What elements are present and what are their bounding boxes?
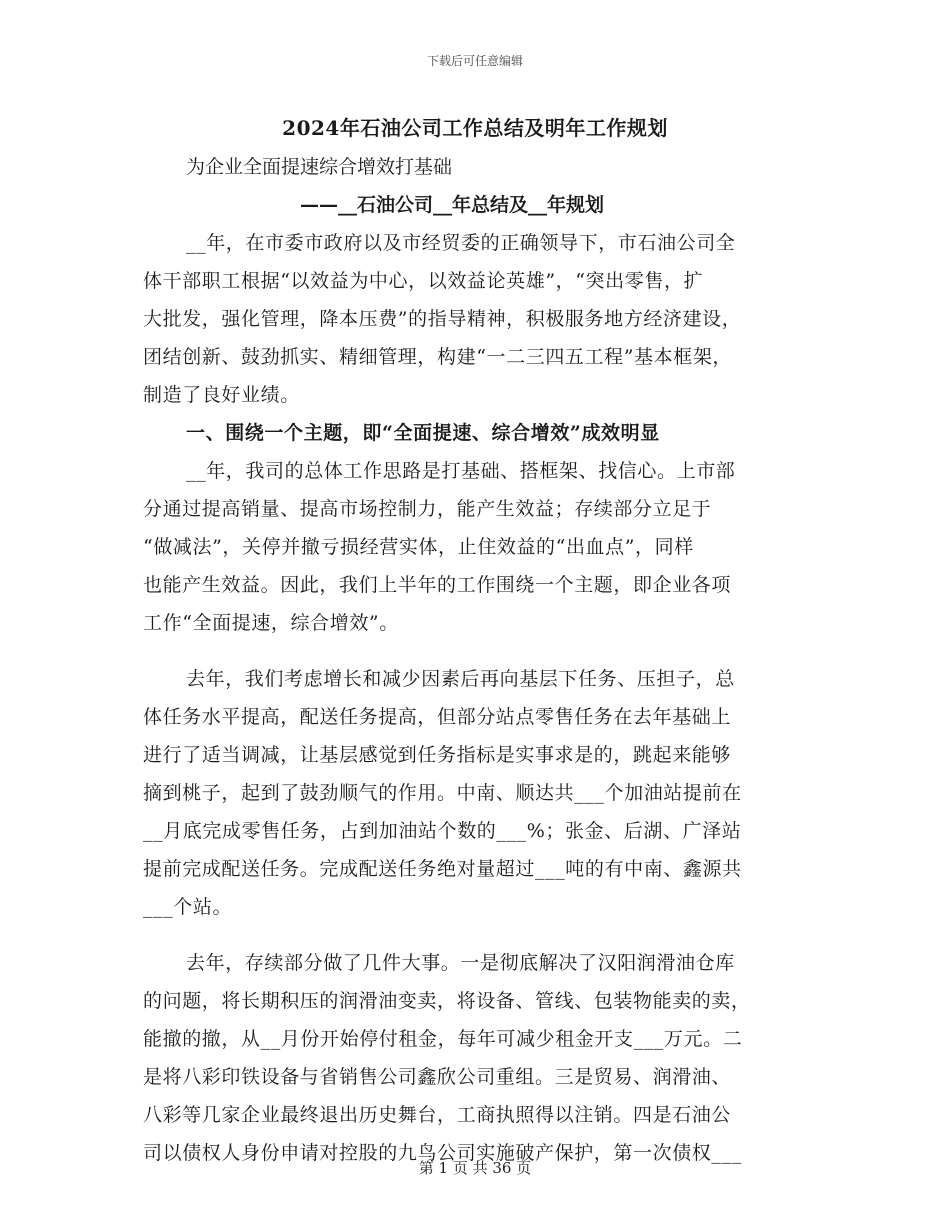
body-line: __月底完成零售任务，占到加油站个数的___%；张金、后湖、广泽站 — [143, 820, 742, 842]
document-subtitle-2: ——__石油公司__年总结及__年规划 — [300, 194, 605, 216]
body-line: 团结创新、鼓劲抓实、精细管理，构建“一二三四五工程”基本框架， — [143, 346, 733, 368]
body-line: 进行了适当调减，让基层感觉到任务指标是实事求是的，跳起来能够 — [143, 744, 732, 766]
body-line: 司以债权人身份申请对控股的九鸟公司实施破产保护，第一次债权___ — [143, 1142, 742, 1164]
body-line: ___个站。 — [143, 896, 233, 918]
body-line: __年，我司的总体工作思路是打基础、搭框架、找信心。上市部 — [186, 460, 736, 482]
body-line: 工作“全面提速，综合增效”。 — [143, 612, 399, 634]
body-line: __年，在市委市政府以及市经贸委的正确领导下，市石油公司全 — [186, 232, 736, 254]
body-line: 是将八彩印铁设备与省销售公司鑫欣公司重组。三是贸易、润滑油、 — [143, 1066, 732, 1088]
body-line: 提前完成配送任务。完成配送任务绝对量超过___吨的有中南、鑫源共 — [143, 858, 742, 880]
body-line: “做减法”，关停并撤亏损经营实体，止住效益的“出血点”，同样 — [143, 536, 694, 558]
body-line: 去年，我们考虑增长和减少因素后再向基层下任务、压担子，总 — [186, 668, 735, 690]
document-title: 2024年石油公司工作总结及明年工作规划 — [282, 116, 668, 140]
body-line: 体干部职工根据“以效益为中心，以效益论英雄”，“突出零售，扩 — [143, 270, 704, 292]
body-line: 八彩等几家企业最终退出历史舞台，工商执照得以注销。四是石油公 — [143, 1104, 732, 1126]
body-line: 能撤的撤，从__月份开始停付租金，每年可减少租金开支___万元。二 — [143, 1028, 743, 1050]
body-line: 大批发，强化管理，降本压费”的指导精神，积极服务地方经济建设， — [143, 308, 742, 330]
page-number: 第 1 页 共 36 页 — [418, 1159, 532, 1177]
body-line: 分通过提高销量、提高市场控制力，能产生效益；存续部分立足于 — [143, 498, 712, 520]
body-line: 去年，存续部分做了几件大事。一是彻底解决了汉阳润滑油仓库 — [186, 952, 735, 974]
body-line: 的问题，将长期积压的润滑油变卖，将设备、管线、包装物能卖的卖， — [143, 990, 751, 1012]
body-line: 体任务水平提高，配送任务提高，但部分站点零售任务在去年基础上 — [143, 706, 732, 728]
document-subtitle: 为企业全面提速综合增效打基础 — [186, 156, 453, 178]
body-line: 制造了良好业绩。 — [143, 384, 300, 406]
body-line: 摘到桃子，起到了鼓劲顺气的作用。中南、顺达共___个加油站提前在 — [143, 782, 742, 804]
body-line: 也能产生效益。因此，我们上半年的工作围绕一个主题，即企业各项 — [143, 574, 732, 596]
header-note: 下载后可任意编辑 — [426, 54, 523, 68]
section-heading: 一、围绕一个主题，即“全面提速、综合增效”成效明显 — [186, 422, 660, 444]
